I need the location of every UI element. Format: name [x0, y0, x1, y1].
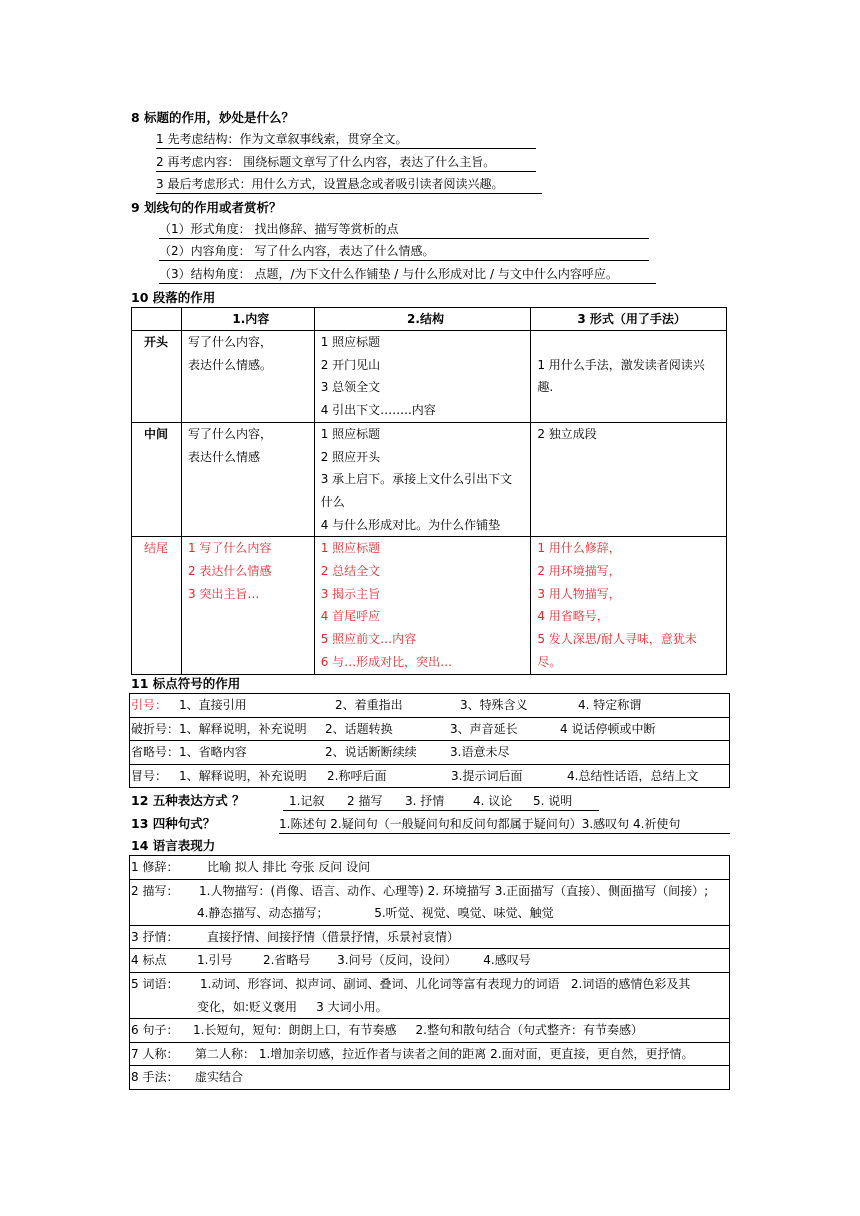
header-cell: 1.内容 [181, 308, 314, 331]
table-row: 6 句子： 1.长短句，短句：朗朗上口，有节奏感 2.整句和散句结合（句式整齐：有节奏感） [130, 1019, 730, 1043]
row-label: 结尾 [132, 537, 182, 674]
table-row: 2 描写： 1.人物描写：(肖像、语言、动作、心理等) 2. 环境描写 3.正面描写（直接）、侧面描写（间接）; 4.静态描写、动态描写； 5.听觉、视觉、嗅觉、味觉、触觉 [130, 879, 730, 925]
content-cell: 写了什么内容， 表达什么情感。 [181, 331, 314, 423]
s9-line-3: （3）结构角度： 点题，/为下文什么作铺垫 / 与什么形成对比 / 与文中什么内容呼应。 [159, 265, 656, 284]
structure-cell: 1 照应标题 2 总结全文 3 揭示主旨 4 首尾呼应 5 照应前文…内容 6 与…形成对比，突出… [314, 537, 531, 674]
structure-cell: 1 照应标题 2 照应开头 3 承上启下。承接上文什么引出下文 什么 4 与什么形成对比。为什么作铺垫 [314, 422, 531, 537]
table-row: 8 手法： 虚实结合 [130, 1066, 730, 1090]
table-row: 3 抒情： 直接抒情、间接抒情（借景抒情，乐景衬哀情） [130, 925, 730, 949]
table-row: 4 标点 1.引号 2.省略号 3.问号（反问，设问） 4.感叹号 [130, 949, 730, 973]
section-9-title: 9 划线句的作用或者赏析？ [131, 200, 282, 215]
table-row-middle [132, 422, 727, 537]
table-row: 破折号：1、解释说明，补充说明 2、话题转换 3、声音延长 4 说话停顿或中断 [130, 717, 730, 741]
table-row: 引号： 1、直接引用 2、着重指出 3、特殊含义 4. 特定称谓 [130, 694, 730, 718]
form-cell: 1 用什么修辞， 2 用环境描写， 3 用人物描写， 4 用省略号， 5 发人深思/耐人寻味，意犹未 尽。 [531, 537, 727, 674]
s9-line-1: （1）形式角度： 找出修辞、描写等赏析的点 [159, 220, 649, 239]
sentence-types: 1.陈述句 2.疑问句（一般疑问句和反问句都属于疑问句）3.感叹句 4.祈使句 [279, 815, 730, 834]
s8-line-3: 3 最后考虑形式：用什么方式，设置悬念或者吸引读者阅读兴趣。 [156, 175, 542, 194]
table-row: 1 修辞： 比喻 拟人 排比 夸张 反问 设问 [130, 856, 730, 880]
content-cell: 写了什么内容， 表达什么情感 [181, 422, 314, 537]
table-row-open [132, 331, 727, 423]
header-cell: 2.结构 [314, 308, 531, 331]
language-table [129, 855, 730, 1090]
table-row: 冒号： 1、解释说明，补充说明 2.称呼后面 3.提示词后面 4.总结性话语，总结上文 [130, 764, 730, 788]
section-14-title: 14 语言表现力 [131, 838, 216, 853]
header-cell [132, 308, 182, 331]
form-cell: 2 独立成段 [531, 422, 727, 537]
section-11-title: 11 标点符号的作用 [131, 676, 241, 691]
table-row-end [132, 537, 727, 674]
row-label: 中间 [132, 422, 182, 537]
row-label: 开头 [132, 331, 182, 423]
punctuation-table [129, 693, 730, 788]
form-cell: 1 用什么手法，激发读者阅读兴 趣. [531, 331, 727, 423]
section-8-title: 8 标题的作用，妙处是什么？ [131, 110, 295, 125]
s9-line-2: （2）内容角度： 写了什么内容，表达了什么情感。 [159, 242, 649, 261]
paragraph-function-table [131, 307, 727, 675]
table-row: 省略号：1、省略内容 2、说话断断续续 3.语意未尽 [130, 741, 730, 765]
structure-cell: 1 照应标题 2 开门见山 3 总领全文 4 引出下文……..内容 [314, 331, 531, 423]
table-header-row [132, 308, 727, 331]
content-cell: 1 写了什么内容 2 表达什么情感 3 突出主旨… [181, 537, 314, 674]
s8-line-2: 2 再考虑内容： 围绕标题文章写了什么内容，表达了什么主旨。 [156, 153, 536, 172]
section-12-title: 12 五种表达方式 ？ [131, 793, 245, 808]
table-row: 5 词语： 1.动词、形容词、拟声词、副词、叠词、儿化词等富有表现力的词语 2.词语的感情色彩及其 变化，如:贬义褒用 3 大词小用。 [130, 972, 730, 1018]
section-13-title: 13 四种句式？ [131, 816, 216, 831]
s8-line-1: 1 先考虑结构：作为文章叙事线索，贯穿全文。 [156, 130, 536, 149]
section-10-title: 10 段落的作用 [131, 290, 216, 305]
header-cell: 3 形式（用了手法） [531, 308, 727, 331]
expression-modes: 1.记叙 2 描写 3. 抒情 4. 议论 5. 说明 [283, 792, 599, 811]
table-row: 7 人称： 第二人称： 1.增加亲切感，拉近作者与读者之间的距离 2.面对面，更直接，更自然，更抒情。 [130, 1042, 730, 1066]
